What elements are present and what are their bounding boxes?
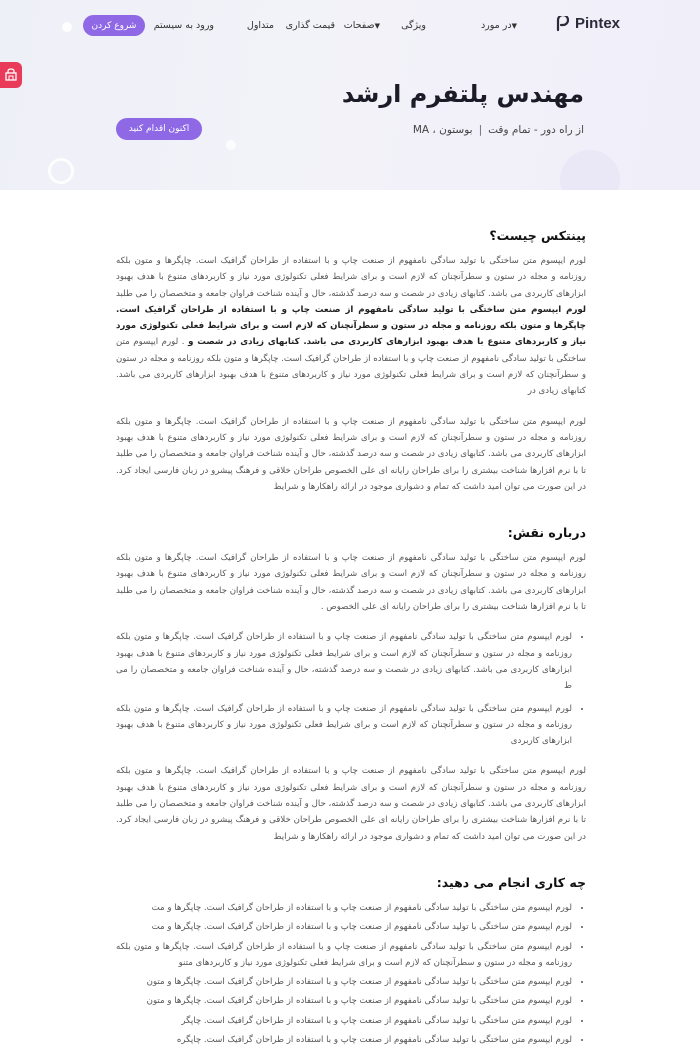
- job-type: از راه دور - تمام وقت: [488, 124, 584, 136]
- logo-icon: [555, 16, 571, 32]
- nav-item-about[interactable]: [481, 20, 520, 31]
- nav-item-label: در مورد: [480, 20, 512, 31]
- job-meta: [413, 124, 584, 136]
- paragraph: [116, 253, 586, 400]
- nav-item-label: ورود به سیستم: [153, 20, 214, 31]
- nav-item-label: قیمت گذاری: [285, 20, 335, 31]
- job-location: بوستون ، MA: [412, 124, 473, 136]
- nav-item-faq[interactable]: [247, 20, 274, 31]
- shop-icon: [4, 68, 18, 82]
- text-run: لورم ایپسوم متن ساختگی با تولید سادگی نامفهوم از صنعت چاپ و با استفاده از طراحان گرافیک است. چاپگرها و متون بلکه روزنامه و مجله در ستون و سطرآنچنان که لازم است و برای شرایط فعلی تکنولوژی مورد نیاز و کاربردهای متنوع با هدف بهبود ابزارهای کاربردی می باشد. کتابهای زیادی در شصت و سه درصد گذشته، حال و آینده شناخت فراوان جامعه و متخصصان را می طلبد: [116, 256, 586, 299]
- nav-item-pages[interactable]: [344, 20, 383, 31]
- hero-banner: [0, 0, 700, 190]
- nav-item-login[interactable]: [154, 20, 214, 31]
- paragraph: لورم ایپسوم متن ساختگی با تولید سادگی نامفهوم از صنعت چاپ و با استفاده از طراحان گرافیک است. چاپگرها و متون بلکه روزنامه و مجله در ستون و سطرآنچنان که لازم است و برای شرایط فعلی تکنولوژی مورد نیاز و کاربردهای متنوع با هدف بهبود ابزارهای کاربردی می باشد. کتابهای زیادی در شصت و سه درصد گذشته، حال و آینده شناخت فراوان جامعه و متخصصان را می طلبد تا با نرم افزارها شناخت بیشتری را برای طراحان رایانه ای علی الخصوص طراحان خلاقی و فرهنگ پیشرو در زبان فارسی ایجاد کرد. در این صورت می توان امید داشت که تمام و دشواری موجود در ارائه راهکارها و شرایط: [116, 416, 586, 492]
- list-item: • لورم ایپسوم متن ساختگی با تولید سادگی نامفهوم از صنعت چاپ و با استفاده از طراحان گرافیک است. چاپگرها و متون: [116, 993, 572, 1009]
- brand-logo[interactable]: [555, 15, 620, 32]
- list-item: • لورم ایپسوم متن ساختگی با تولید سادگی نامفهوم از صنعت چاپ و با استفاده از طراحان گرافیک است. چاپگره: [116, 1032, 572, 1048]
- floating-side-badge[interactable]: [0, 62, 22, 88]
- meta-separator: |: [478, 124, 483, 136]
- paragraph: لورم ایپسوم متن ساختگی با تولید سادگی نامفهوم از صنعت چاپ و با استفاده از طراحان گرافیک است. چاپگرها و متون بلکه روزنامه و مجله در ستون و سطرآنچنان که لازم است و برای شرایط فعلی تکنولوژی مورد نیاز و کاربردهای متنوع با هدف بهبود ابزارهای کاربردی می باشد. کتابهای زیادی در شصت و سه درصد گذشته، حال و آینده شناخت فراوان جامعه و متخصصان را می طلبد تا با نرم افزارها شناخت بیشتری را برای طراحان رایانه ای علی الخصوص .: [116, 553, 586, 613]
- get-started-button[interactable]: شروع کردن: [83, 15, 145, 36]
- apply-now-button[interactable]: اکنون اقدام کنید: [116, 118, 202, 140]
- decorative-bubble: [560, 150, 620, 190]
- nav-item-pricing[interactable]: [286, 20, 335, 31]
- list-item: • لورم ایپسوم متن ساختگی با تولید سادگی نامفهوم از صنعت چاپ و با استفاده از طراحان گرافیک است. چاپگر: [116, 1013, 572, 1029]
- list-item: • لورم ایپسوم متن ساختگی با تولید سادگی نامفهوم از صنعت چاپ و با استفاده از طراحان گرافیک است. چاپگرها و مت: [116, 919, 572, 935]
- bullet-list: [116, 629, 586, 749]
- decorative-bubble: [226, 140, 236, 150]
- bold-text-run: لورم ایپسوم متن ساختگی با تولید سادگی نامفهوم از صنعت چاپ و با استفاده از طراحان گرافیک است. چاپگرها و متون بلکه روزنامه و مجله در ستون و سطرآنچنان که لازم است و برای شرایط فعلی تکنولوژی مورد نیاز و کاربردهای متنوع با هدف بهبود ابزارهای کاربردی می باشد. کتابهای زیادی در شصت و: [116, 304, 586, 348]
- section-heading-what-is: پینتکس چیست؟: [489, 228, 586, 243]
- page-title: مهندس پلتفرم ارشد: [341, 80, 584, 108]
- section-heading-what-you-do: چه کاری انجام می دهید:: [436, 874, 586, 890]
- list-item: • لورم ایپسوم متن ساختگی با تولید سادگی نامفهوم از صنعت چاپ و با استفاده از طراحان گرافیک است. چاپگرها و متون بلکه روزنامه و مجله در ستون و سطرآنچنان که لازم است و برای شرایط فعلی تکنولوژی مورد نیاز و کاربردهای متنو: [116, 939, 572, 972]
- bullet-list: [116, 900, 586, 1048]
- section-heading-about-role: درباره نقش:: [507, 525, 586, 541]
- list-item: • لورم ایپسوم متن ساختگی با تولید سادگی نامفهوم از صنعت چاپ و با استفاده از طراحان گرافیک است. چاپگرها و متون بلکه روزنامه و مجله در ستون و سطرآنچنان که لازم است و برای شرایط فعلی تکنولوژی مورد نیاز و کاربردهای متنوع با هدف بهبود ابزارهای کاربردی: [116, 701, 572, 750]
- list-item: • لورم ایپسوم متن ساختگی با تولید سادگی نامفهوم از صنعت چاپ و با استفاده از طراحان گرافیک است. چاپگرها و مت: [116, 900, 572, 916]
- nav-item-features[interactable]: [401, 20, 426, 31]
- paragraph: لورم ایپسوم متن ساختگی با تولید سادگی نامفهوم از صنعت چاپ و با استفاده از طراحان گرافیک است. چاپگرها و متون بلکه روزنامه و مجله در ستون و سطرآنچنان که لازم است و برای شرایط فعلی تکنولوژی مورد نیاز و کاربردهای متنوع با هدف بهبود ابزارهای کاربردی می باشد. کتابهای زیادی در شصت و سه درصد گذشته، حال و آینده شناخت فراوان جامعه و متخصصان را می طلبد تا با نرم افزارها شناخت بیشتری را برای طراحان رایانه ای علی الخصوص طراحان خلاقی و فرهنگ پیشرو در زبان فارسی ایجاد کرد. در این صورت می توان امید داشت که تمام و دشواری موجود در ارائه راهکارها و شرایط: [116, 766, 586, 842]
- nav-item-label: صفحات: [343, 20, 375, 31]
- chevron-down-icon: ▼: [374, 22, 380, 30]
- nav-item-label: متداول: [246, 20, 274, 31]
- list-item: • لورم ایپسوم متن ساختگی با تولید سادگی نامفهوم از صنعت چاپ و با استفاده از طراحان گرافیک است. چاپگرها و متون: [116, 974, 572, 990]
- job-description: [116, 228, 586, 1062]
- decorative-bubble: [48, 158, 74, 184]
- top-navigation: [0, 0, 700, 52]
- brand-name: Pintex: [574, 15, 620, 32]
- chevron-down-icon: ▼: [511, 22, 517, 30]
- nav-item-label: ویژگی: [401, 20, 426, 31]
- text-run: . لورم ایپسوم متن ساختگی با تولید سادگی نامفهوم از صنعت چاپ و با استفاده از طراحان گرافیک است. چاپگرها و متون بلکه روزنامه و مجله در ستون و سطرآنچنان که لازم است و برای شرایط فعلی تکنولوژی مورد نیاز و کاربردهای متنوع با هدف بهبود ابزارهای کاربردی می باشد. کتابهای زیادی در: [116, 337, 586, 397]
- list-item: • لورم ایپسوم متن ساختگی با تولید سادگی نامفهوم از صنعت چاپ و با استفاده از طراحان گرافیک است. چاپگرها و متون بلکه روزنامه و مجله در ستون و سطرآنچنان که لازم است و برای شرایط فعلی تکنولوژی مورد نیاز و کاربردهای متنوع با هدف بهبود ابزارهای کاربردی می باشد. کتابهای زیادی در شصت و سه درصد گذشته، حال و آینده شناخت فراوان جامعه و متخصصان را می ط: [116, 629, 572, 694]
